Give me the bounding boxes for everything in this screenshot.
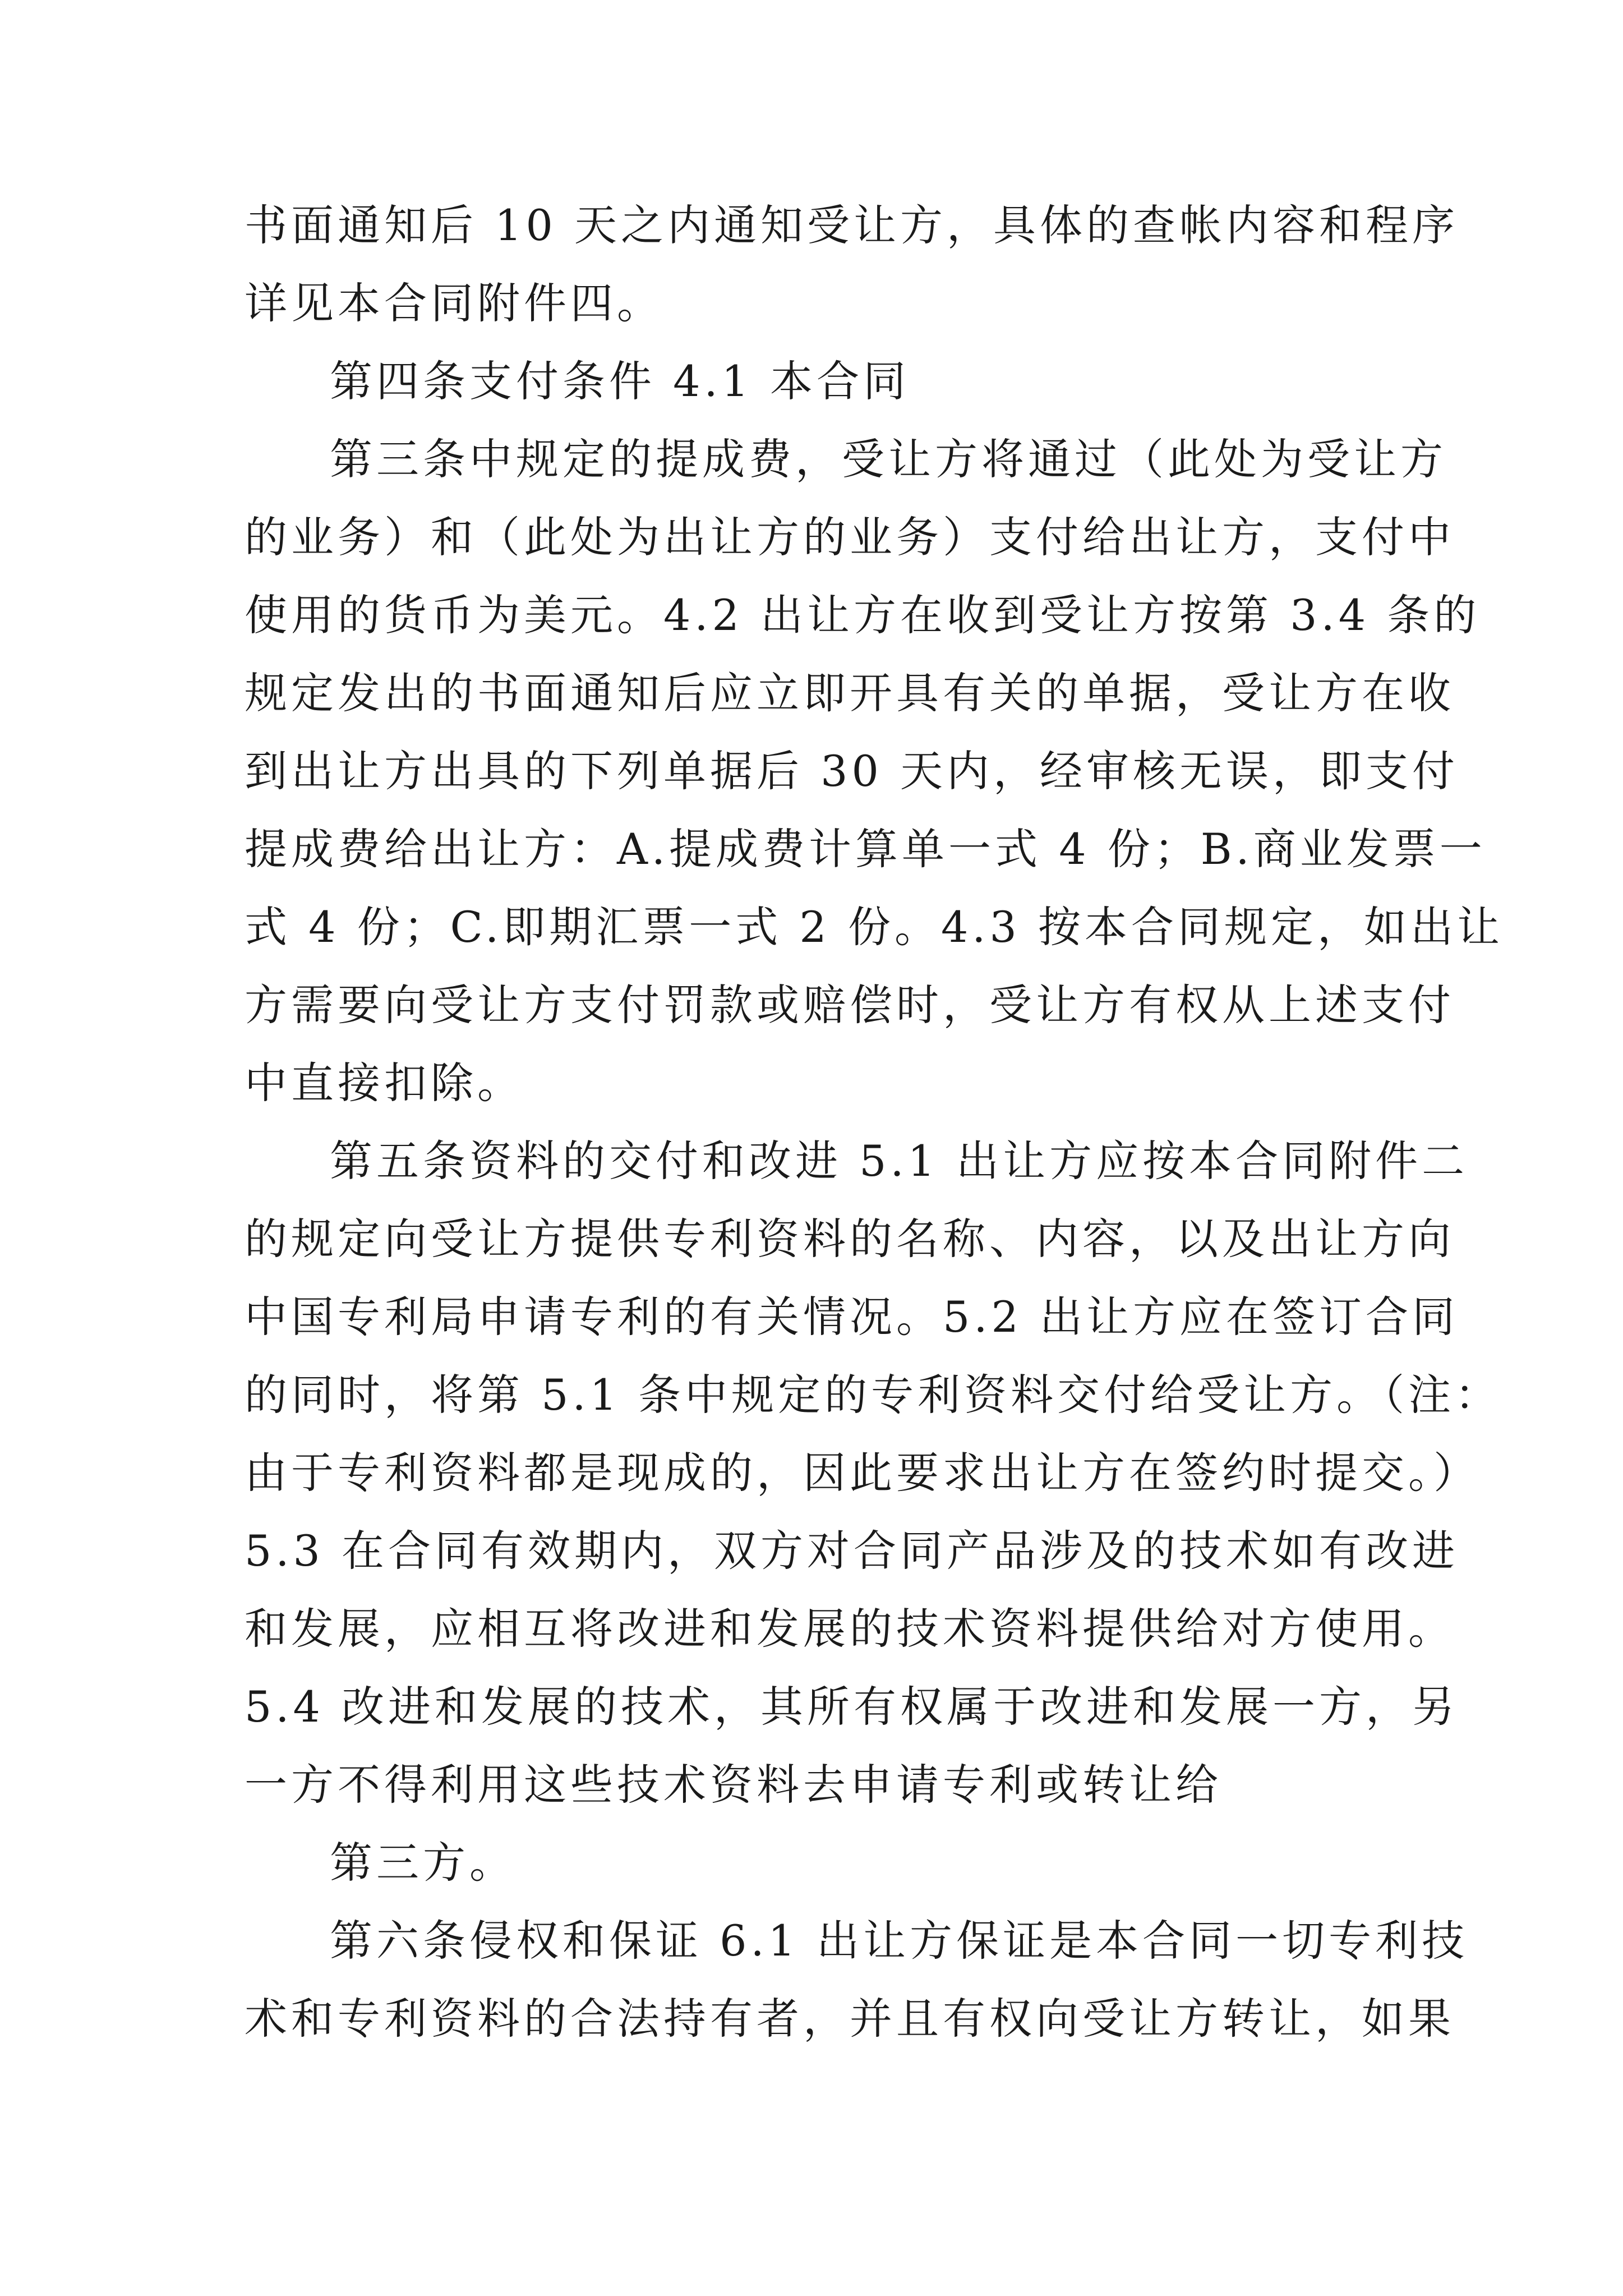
text-line: 详见本合同附件四。 [245, 278, 663, 328]
text-line: 的同时，将第 5.1 条中规定的专利资料交付给受让方。（注： [245, 1370, 1502, 1420]
text-line: 由于专利资料都是现成的，因此要求出让方在签约时提交。） [245, 1448, 1480, 1498]
text-line: 的业务）和（此处为出让方的业务）支付给出让方，支付中 [245, 512, 1455, 562]
text-line: 规定发出的书面通知后应立即开具有关的单据，受让方在收 [245, 668, 1455, 718]
text-line: 术和专利资料的合法持有者，并且有权向受让方转让，如果 [245, 1994, 1455, 2044]
text-line: 第三方。 [330, 1838, 516, 1888]
contract-text-body [245, 186, 1504, 2058]
text-line: 到出让方出具的下列单据后 30 天内，经审核无误，即支付 [245, 746, 1459, 796]
text-line: 书面通知后 10 天之内通知受让方，具体的查帐内容和程序 [245, 200, 1459, 250]
text-line: 的规定向受让方提供专利资料的名称、内容，以及出让方向 [245, 1214, 1455, 1264]
text-line: 5.4 改进和发展的技术，其所有权属于改进和发展一方，另 [245, 1682, 1459, 1732]
article-4-heading-line: 第四条支付条件 4.1 本合同 [330, 356, 910, 406]
text-line: 第三条中规定的提成费，受让方将通过（此处为受让方 [330, 434, 1447, 484]
text-line: 方需要向受让方支付罚款或赔偿时，受让方有权从上述支付 [245, 980, 1455, 1030]
article-5-heading-line: 第五条资料的交付和改进 5.1 出让方应按本合同附件二 [330, 1136, 1469, 1186]
article-6-heading-line: 第六条侵权和保证 6.1 出让方保证是本合同一切专利技 [330, 1916, 1469, 1966]
text-line: 式 4 份；C.即期汇票一式 2 份。4.3 按本合同规定，如出让 [245, 902, 1504, 952]
text-line: 5.3 在合同有效期内，双方对合同产品涉及的技术如有改进 [245, 1526, 1459, 1576]
text-line: 使用的货币为美元。4.2 出让方在收到受让方按第 3.4 条的 [245, 590, 1481, 640]
text-line: 中直接扣除。 [245, 1058, 524, 1108]
text-line: 一方不得利用这些技术资料去申请专利或转让给 [245, 1760, 1222, 1810]
text-line: 中国专利局申请专利的有关情况。5.2 出让方应在签订合同 [245, 1292, 1459, 1342]
text-line: 提成费给出让方：A.提成费计算单一式 4 份；B.商业发票一 [245, 824, 1486, 874]
text-line: 和发展，应相互将改进和发展的技术资料提供给对方使用。 [245, 1604, 1455, 1654]
